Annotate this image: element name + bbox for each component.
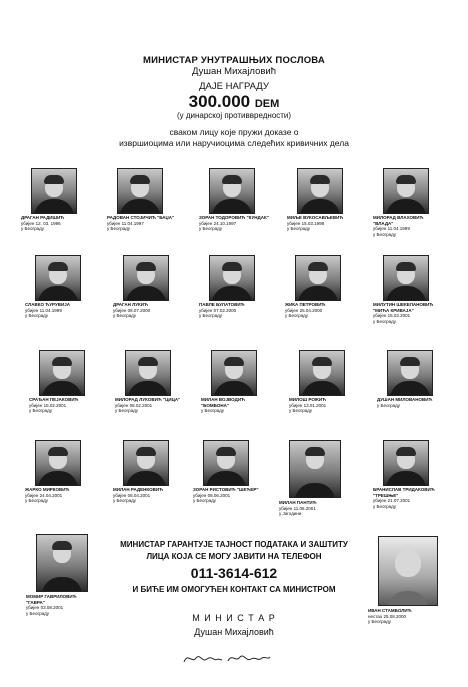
person-photo [125, 350, 171, 396]
person-card [373, 255, 468, 324]
person-photo [383, 168, 429, 214]
person-info: убијен 07.02.2000 [199, 307, 237, 313]
person-city: у Београду [25, 313, 48, 318]
person-city: у Београду [113, 498, 136, 503]
person-card [373, 440, 468, 509]
person-caption [377, 397, 447, 408]
person-caption [287, 215, 357, 232]
person-name: МИЛУТИН ШЕКЕЛАНОВИЋ "МИЋА КРИВАЈА" [373, 302, 434, 313]
person-name: ЗОРАН ТОДОРОВИЋ "КУНДАК" [199, 215, 269, 220]
person-city: у Београду [287, 226, 310, 231]
person-caption [25, 487, 95, 504]
person-caption [279, 500, 349, 517]
person-city: у Београду [285, 313, 308, 318]
person-caption [26, 594, 96, 616]
person-city: у Београду [29, 408, 52, 413]
person-card [201, 350, 301, 414]
person-city: у Јагодини [279, 511, 302, 516]
person-photo [209, 168, 255, 214]
reward-note: (у динарској противвредности) [176, 111, 292, 120]
person-city: у Београду [373, 231, 396, 237]
person-city: у Београду [373, 503, 396, 509]
person-card [289, 350, 389, 414]
person-name: СРАЂАН ПЕЈАКОВИЋ [29, 397, 79, 402]
person-photo [383, 440, 429, 486]
person-caption [107, 215, 177, 232]
person-name: МИЛОРАД ВЛАХОВИЋ "ВЛАДА" [373, 215, 424, 226]
person-caption [285, 302, 355, 319]
person-name: ДРАГАН ЛУКИЋ [113, 302, 148, 307]
person-name: МИЛОРАД ЛУКОВИЋ "ЦИЦА" [115, 397, 181, 402]
person-photo [383, 255, 429, 301]
guarantee-line-2: ЛИЦА КОЈА СЕ МОГУ ЈАВИТИ НА ТЕЛЕФОН [146, 552, 322, 561]
person-photo [289, 440, 341, 498]
person-caption [289, 397, 359, 414]
issuer-title: МИНИСТАР УНУТРАШЊИХ ПОСЛОВА [143, 55, 325, 66]
reward-condition-1: сваком лицу које пружи доказе о [169, 127, 299, 137]
person-info: убијен 13.01.2001 [289, 402, 327, 408]
person-info: убијен 15.02.2001 [373, 313, 411, 318]
person-info: убијен 11.04.1997 [107, 220, 144, 226]
person-info: убијен 25.04.2000 [285, 307, 323, 313]
footer-title: М И Н И С Т А Р [192, 613, 276, 623]
person-info: убијен 15.03.1998 [287, 220, 325, 226]
person-name: МИЛОШ РОЖИЋ [289, 397, 327, 402]
reward-currency: DEM [254, 98, 280, 110]
person-name: СЛАВКО ЋУРУВИЈА [25, 302, 71, 307]
person-caption [113, 487, 183, 504]
person-city: у Београду [25, 498, 48, 503]
person-name: ЖИКА ПЕТРОВИЋ [285, 302, 326, 307]
reward-condition-2: извршиоцима или наручиоцима следећих кривичних дела [119, 138, 349, 148]
person-photo [209, 255, 255, 301]
person-card [279, 440, 379, 516]
footer-name: Душан Михајловић [194, 627, 274, 637]
person-caption [373, 302, 443, 324]
person-name: ДУШАН МИЛОВАНОВИЋ [377, 397, 433, 402]
person-city: у Београду [377, 402, 400, 408]
person-info: убијен 08.06.2001 [193, 492, 231, 498]
hotline-phone-number: 011-3614-612 [190, 565, 278, 581]
reward-amount-value: 300.000 [188, 92, 251, 111]
person-city: у Београду [21, 226, 44, 231]
person-card [377, 350, 468, 414]
person-name: МИЛАН ВОЈВОДИЋ "БОМБОНА" [201, 397, 245, 408]
person-city: у Београду [193, 498, 216, 503]
person-name: МИЉЕ ВУКОСАВЉЕВИЋ [287, 215, 344, 220]
person-city: у Београду [373, 318, 396, 324]
person-card [107, 168, 207, 232]
person-card [285, 255, 385, 319]
person-photo [117, 168, 163, 214]
person-photo [299, 350, 345, 396]
person-info: убијен 08.04.2001 [113, 492, 151, 498]
person-name: МИЛАН ПАНТИЋ [279, 500, 317, 505]
person-caption [373, 215, 443, 237]
person-row-1 [21, 168, 445, 237]
person-info: убијен 11.04.1999 [373, 226, 410, 231]
person-info: убијен 08.02.2001 [115, 402, 153, 408]
person-caption [193, 487, 263, 504]
person-name: ДРАГАН РАДИШИЋ [21, 215, 65, 220]
person-caption [113, 302, 183, 319]
person-name: ПАВЛЕ БУЛАТОВИЋ [199, 302, 245, 307]
person-city: у Београду [115, 408, 138, 413]
person-info: нестао 25.08.2000 [368, 613, 407, 619]
person-caption [373, 487, 443, 509]
person-photo [123, 440, 169, 486]
person-name: БРАНИСЛАВ ТРИДАКОВИЋ "ТРЕШЊЕ" [373, 487, 435, 498]
guarantee-line-1: МИНИСТАР ГАРАНТУЈЕ ТАЈНОСТ ПОДАТАКА И ЗАШТИТУ [120, 540, 348, 549]
person-info: убијен 03.08.2001 [26, 605, 64, 610]
person-photo [211, 350, 257, 396]
person-row-3 [25, 350, 445, 414]
person-city: у Београду [199, 226, 222, 231]
person-caption [21, 215, 91, 232]
issuer-name: Душан Михајловић [191, 66, 276, 77]
person-caption [25, 302, 95, 319]
person-photo [31, 168, 77, 214]
person-photo [39, 350, 85, 396]
person-name: ИВАН СТАМБОЛИЋ [368, 608, 412, 613]
reward-heading: ДАЈЕ НАГРАДУ [199, 81, 269, 92]
person-city: у Београду [201, 408, 224, 413]
person-name: МОМИР ГАВРИЛОВИЋ "ГАВРА" [26, 594, 77, 605]
person-info: убијен 11.06.2001 [279, 505, 316, 511]
guarantee-line-3: И БИЋЕ ИМ ОМОГУЋЕН КОНТАКТ СА МИНИСТРОМ [132, 585, 336, 594]
person-city: у Београду [289, 408, 312, 413]
person-photo [35, 255, 81, 301]
person-info: убијен 24.04.2001 [25, 492, 63, 498]
person-photo [387, 350, 433, 396]
person-photo [123, 255, 169, 301]
person-city: у Београду [368, 619, 391, 624]
person-caption [115, 397, 185, 414]
person-photo [203, 440, 249, 486]
person-card [193, 440, 293, 504]
reward-amount [0, 93, 468, 110]
person-info: убијен 12. 03. 1996 [21, 220, 61, 226]
person-caption [201, 397, 271, 414]
person-caption [29, 397, 99, 414]
person-info: убијен 11.04.1999 [25, 307, 62, 313]
person-info: убијен 21.07.2001 [373, 498, 411, 503]
person-city: у Београду [113, 313, 136, 318]
person-name: МИЛАН РАДЕНКОВИЋ [113, 487, 164, 492]
person-name: ЗОРАН РИСТОВИЋ "ШЕЋЕР" [193, 487, 259, 492]
person-info: убијен 24.10.1997 [199, 220, 237, 226]
person-caption [199, 215, 269, 232]
person-city: у Београду [26, 610, 49, 616]
person-city: у Београду [107, 226, 130, 231]
person-caption [199, 302, 269, 319]
person-name: ЖАРКО МИРКОВИЋ [25, 487, 70, 492]
person-row-4 [25, 440, 445, 516]
person-card [373, 168, 468, 237]
person-card [25, 255, 125, 319]
minister-signature [182, 650, 272, 666]
person-photo [35, 440, 81, 486]
person-info: убијен 08.07.2000 [113, 307, 151, 313]
person-city: у Београду [199, 313, 222, 318]
person-name: РАДОВАН СТОЈИЧИЋ "БАЏА" [107, 215, 175, 220]
person-info: убијен 15.02.2001 [29, 402, 67, 408]
person-card [199, 168, 299, 232]
person-photo [297, 168, 343, 214]
person-photo [295, 255, 341, 301]
person-card [25, 440, 125, 504]
person-row-2 [25, 255, 445, 324]
